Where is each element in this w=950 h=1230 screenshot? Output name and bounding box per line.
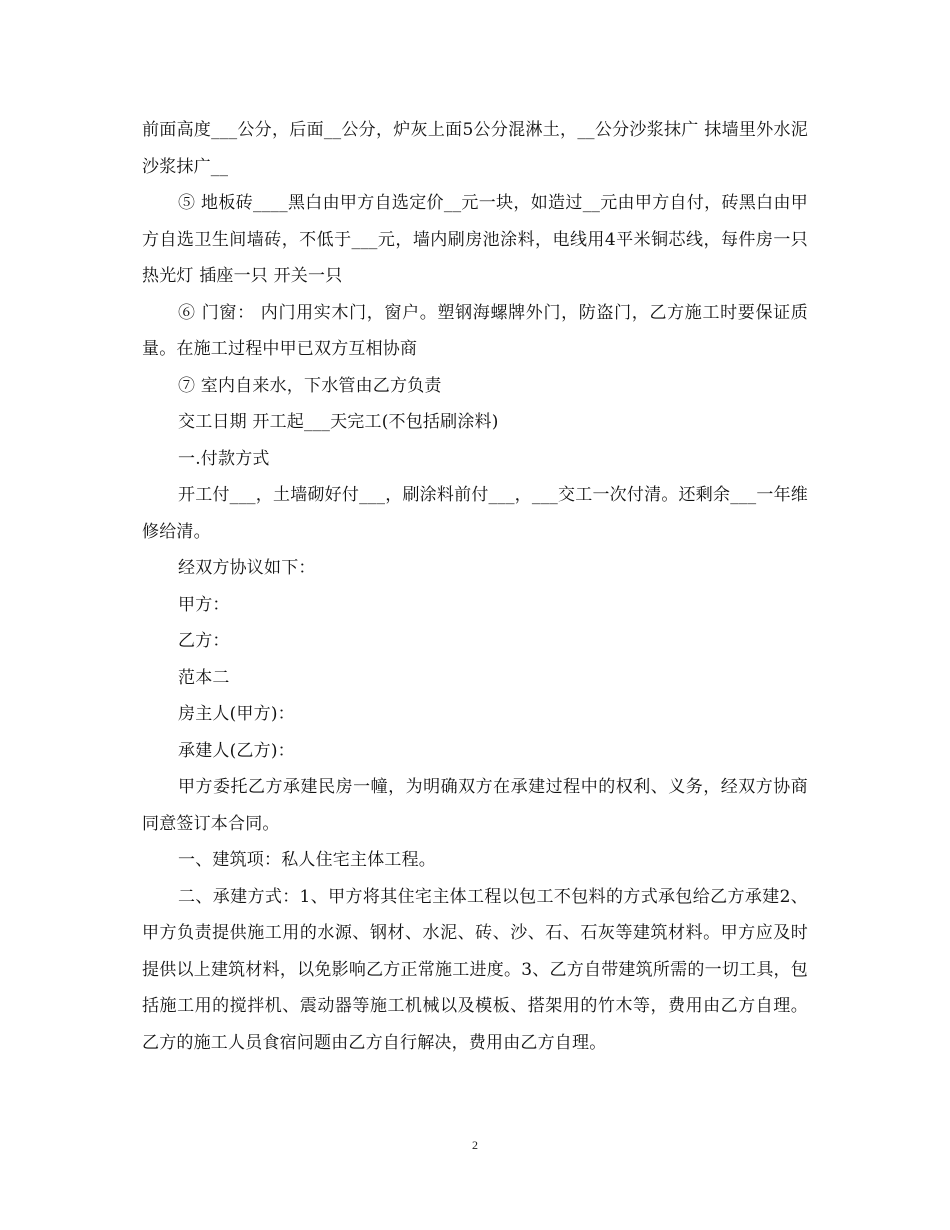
paragraph-contracting-method: 二、承建方式：1、甲方将其住宅主体工程以包工不包料的方式承包给乙方承建2、甲方负责提供施工用的水源、钢材、水泥、砖、沙、石、石灰等建筑材料。甲方应及时提供以上建筑材料，以免影响乙方正常施工进度。3、乙方自带建筑所需的一切工具，包括施工用的搅拌机、震动器等施工机械以及模板、搭架用的竹木等，费用由乙方自理。乙方的施工人员食宿问题由乙方自行解决，费用由乙方自理。 <box>142 886 808 1053</box>
paragraph-payment-schedule: 开工付___，土墙砌好付___，刷涂料前付___，___交工一次付清。还剩余___一年维修给清。 <box>142 485 808 542</box>
paragraph-agreement-intro: 经双方协议如下： <box>178 558 316 578</box>
label-party-a: 甲方： <box>178 594 230 615</box>
label-builder: 承建人(乙方)： <box>178 740 295 761</box>
paragraph-construction-item: 一、建筑项：私人住宅主体工程。 <box>178 850 436 870</box>
paragraph-foundation-height: 前面高度___公分，后面__公分，炉灰上面5公分混淋土，__公分沙浆抹广 抹墙里外水泥沙浆抹广__ <box>142 120 808 177</box>
paragraph-water-pipes: ⑦ 室内自来水，下水管由乙方负责 <box>178 375 442 396</box>
paragraph-completion-date: 交工日期 开工起___天完工(不包括刷涂料) <box>178 412 499 432</box>
label-homeowner: 房主人(甲方)： <box>178 704 295 724</box>
document-body <box>142 112 808 1061</box>
page-number: 2 <box>472 1138 478 1152</box>
paragraph-floor-tiles: ⑤ 地板砖____黑白由甲方自选定价__元一块，如造过__元由甲方自付，砖黑白由甲方自选卫生间墙砖，不低于___元，墙内刷房池涂料，电线用4平米铜芯线，每件房一只热光灯 插座一只 开关一只 <box>142 193 808 286</box>
heading-template-two: 范本二 <box>178 667 230 688</box>
label-party-b: 乙方： <box>178 631 230 651</box>
paragraph-contract-purpose: 甲方委托乙方承建民房一幢，为明确双方在承建过程中的权利、义务，经双方协商同意签订本合同。 <box>142 777 808 834</box>
paragraph-doors-windows: ⑥ 门窗： 内门用实木门，窗户。塑钢海螺牌外门，防盗门，乙方施工时要保证质量。在施工过程中甲已双方互相协商 <box>142 302 808 359</box>
heading-payment-method: 一.付款方式 <box>178 448 270 469</box>
